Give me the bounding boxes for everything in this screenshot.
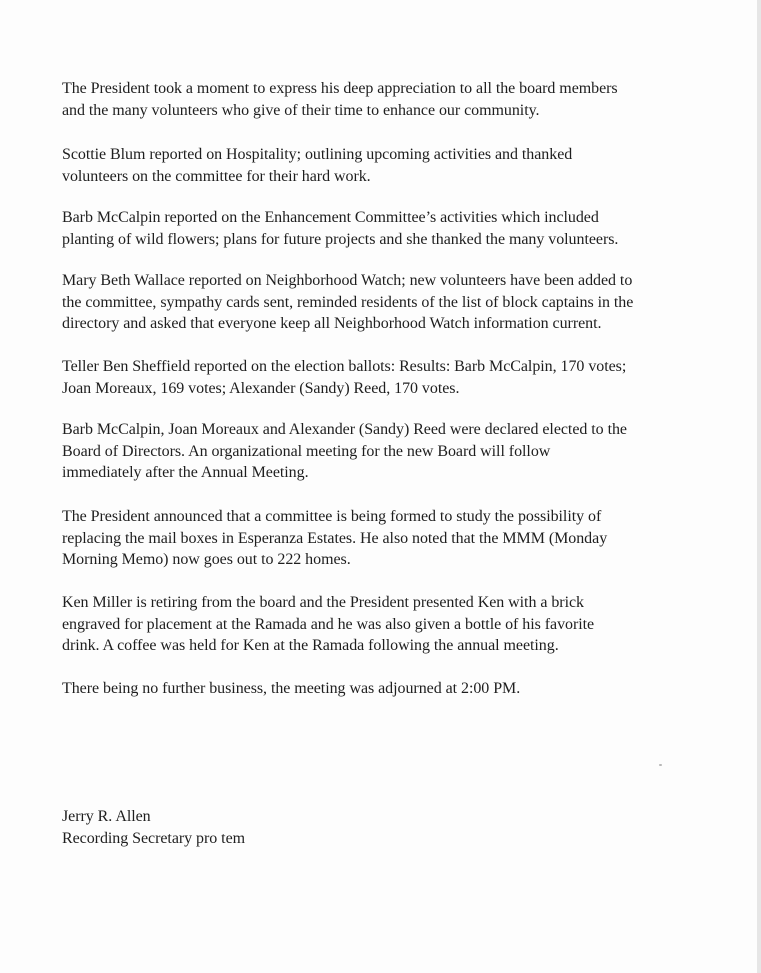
signature-name: Jerry R. Allen (62, 808, 151, 825)
scan-edge (757, 0, 761, 973)
paragraph-directors-elected: Barb McCalpin, Joan Moreaux and Alexander (Sandy) Reed were declared elected to the Board of Directors. An organizational meeting for the new Board will follow immediately after the Annual Meeting. (62, 421, 627, 481)
paragraph-president-appreciation: The President took a moment to express his deep appreciation to all the board members and the many volunteers who give of their time to enhance our community. (62, 80, 618, 119)
paragraph-enhancement-report: Barb McCalpin reported on the Enhancement Committee’s activities which included planting of wild flowers; plans for future projects and she thanked the many volunteers. (62, 209, 619, 248)
paragraph-ken-miller-retirement: Ken Miller is retiring from the board and the President presented Ken with a brick engraved for placement at the Ramada and he was also given a bottle of his favorite drink. A coffee was held for Ken at the Ramada following the annual meeting. (62, 594, 595, 654)
scan-speck (659, 764, 662, 766)
paragraph-election-results: Teller Ben Sheffield reported on the election ballots: Results: Barb McCalpin, 170 votes; Joan Moreaux, 169 votes; Alexander (Sandy) Reed, 170 votes. (62, 358, 627, 397)
paragraph-neighborhood-watch-report: Mary Beth Wallace reported on Neighborhood Watch; new volunteers have been added to the committee, sympathy cards sent, reminded residents of the list of block captains in the directory and asked that everyone keep all Neighborhood Watch information current. (62, 272, 634, 332)
paragraph-adjournment: There being no further business, the meeting was adjourned at 2:00 PM. (62, 680, 521, 697)
paragraph-mail-boxes-committee: The President announced that a committee is being formed to study the possibility of replacing the mail boxes in Esperanza Estates. He also noted that the MMM (Monday Morning Memo) now goes out to 222 homes. (62, 508, 608, 568)
signature-title: Recording Secretary pro tem (62, 830, 246, 847)
paragraph-hospitality-report: Scottie Blum reported on Hospitality; outlining upcoming activities and thanked volunteers on the committee for their hard work. (62, 146, 573, 185)
